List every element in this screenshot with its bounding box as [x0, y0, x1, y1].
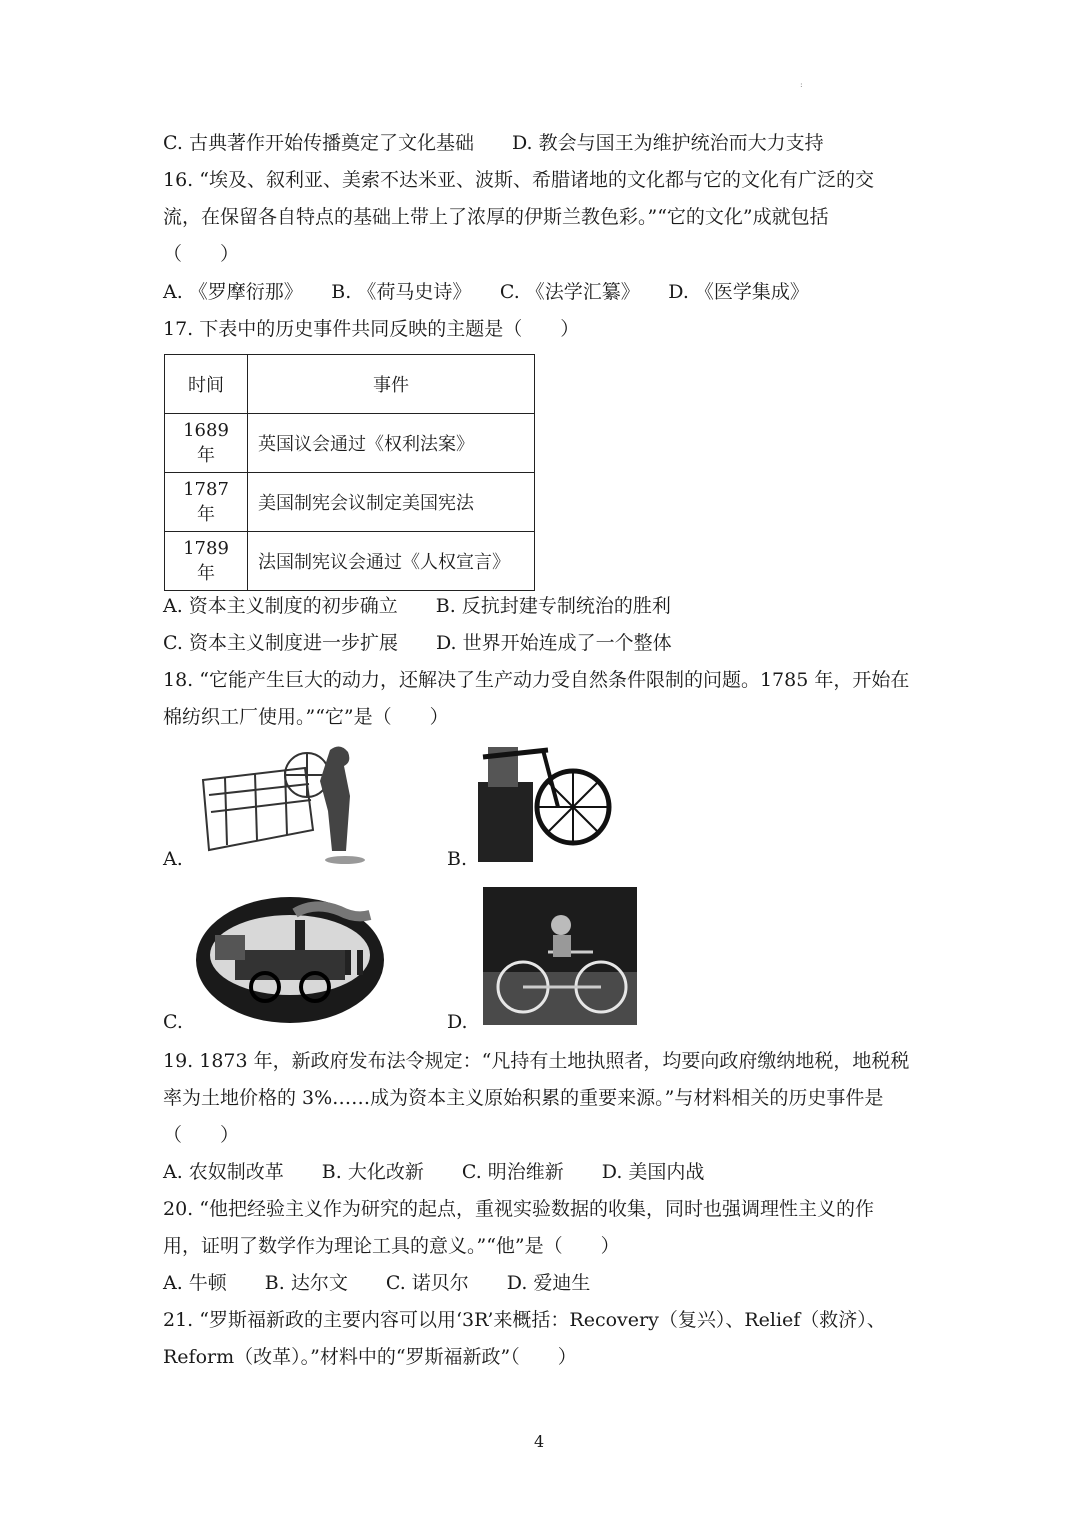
q20-stem-line2: 用，证明了数学作为理论工具的意义。”“他”是（ ） [163, 1235, 620, 1257]
q19-options: A. 农奴制改革 B. 大化改新 C. 明治维新 D. 美国内战 [163, 1161, 705, 1183]
table-row [165, 532, 535, 591]
q17-stem: 17. 下表中的历史事件共同反映的主题是（ ） [163, 318, 580, 340]
q16-answer-bracket: （ ） [163, 243, 240, 265]
corner-mark: : [800, 80, 803, 89]
q16-stem-line2: 流，在保留各自特点的基础上带上了浓厚的伊斯兰教色彩。”“它的文化”成就包括 [163, 206, 829, 228]
history-events-table [164, 354, 535, 591]
q18-option-d-label: D. [447, 1011, 468, 1033]
q15-option-cd: C. 古典著作开始传播奠定了文化基础 D. 教会与国王为维护统治而大力支持 [163, 132, 824, 154]
table-header-row [165, 355, 535, 414]
q16-options: A. 《罗摩衍那》 B. 《荷马史诗》 C. 《法学汇纂》 D. 《医学集成》 [163, 281, 809, 303]
q21-stem-line2: Reform（改革）。”材料中的“罗斯福新政”（ ） [163, 1346, 577, 1368]
table-cell-time: 1787 年 [165, 473, 248, 532]
q17-options-ab: A. 资本主义制度的初步确立 B. 反抗封建专制统治的胜利 [163, 595, 671, 617]
q16-stem-line1: 16. “埃及、叙利亚、美索不达米亚、波斯、希腊诸地的文化都与它的文化有广泛的交 [163, 169, 874, 191]
table-row [165, 414, 535, 473]
table-cell-time: 1689 年 [165, 414, 248, 473]
early-automobile-image [483, 887, 637, 1025]
q18-option-a-label: A. [163, 848, 183, 870]
q18-stem-line1: 18. “它能产生巨大的动力，还解决了生产动力受自然条件限制的问题。1785 年，开始在 [163, 669, 910, 691]
table-row [165, 473, 535, 532]
q20-options: A. 牛顿 B. 达尔文 C. 诺贝尔 D. 爱迪生 [163, 1272, 591, 1294]
q18-option-b-label: B. [447, 848, 468, 870]
q20-stem-line1: 20. “他把经验主义作为研究的起点，重视实验数据的收集，同时也强调理性主义的作 [163, 1198, 874, 1220]
q17-options-cd: C. 资本主义制度进一步扩展 D. 世界开始连成了一个整体 [163, 632, 672, 654]
q19-stem-line1: 19. 1873 年，新政府发布法令规定：“凡持有土地执照者，均要向政府缴纳地税，地税税 [163, 1050, 910, 1072]
spinning-jenny-image [195, 740, 365, 865]
table-header-time: 时间 [165, 355, 248, 414]
table-cell-event: 法国制宪议会通过《人权宣言》 [248, 532, 535, 591]
q19-answer-bracket: （ ） [163, 1124, 240, 1146]
table-cell-time: 1789 年 [165, 532, 248, 591]
page-number: 4 [534, 1432, 545, 1451]
table-cell-event: 美国制宪会议制定美国宪法 [248, 473, 535, 532]
q18-stem-line2: 棉纺织工厂使用。”“它”是（ ） [163, 706, 449, 728]
watt-steam-engine-image [478, 742, 613, 864]
table-cell-event: 英国议会通过《权利法案》 [248, 414, 535, 473]
q19-stem-line2: 率为土地价格的 3%……成为资本主义原始积累的重要来源。”与材料相关的历史事件是 [163, 1087, 884, 1109]
table-header-event: 事件 [248, 355, 535, 414]
q21-stem-line1: 21. “罗斯福新政的主要内容可以用‘3R’来概括：Recovery（复兴）、Relief（救济）、 [163, 1309, 886, 1331]
steam-locomotive-image [195, 895, 385, 1025]
q18-option-c-label: C. [163, 1011, 183, 1033]
